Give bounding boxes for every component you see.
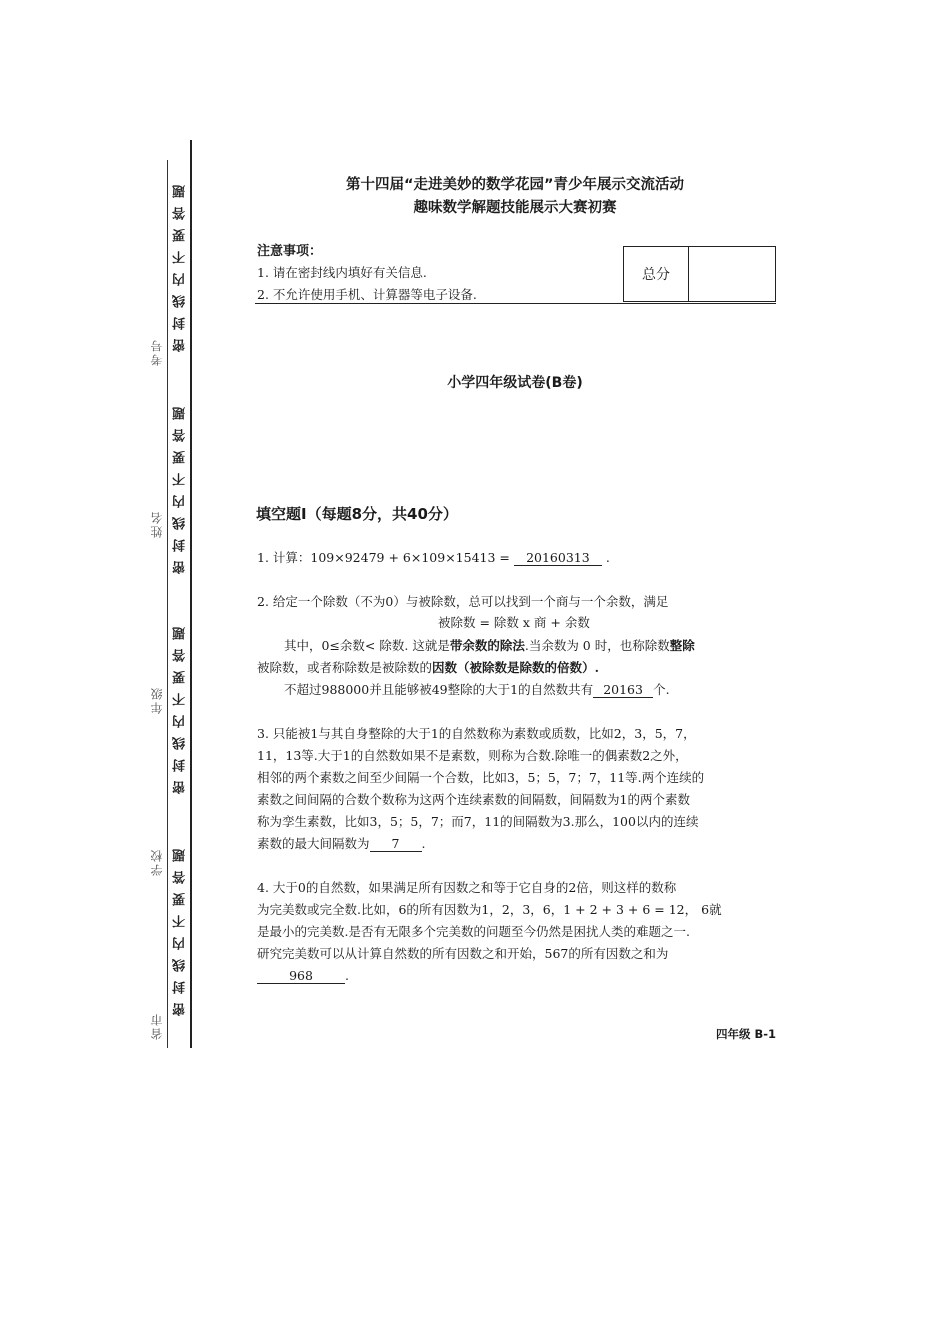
score-label: 总分 <box>624 247 689 301</box>
seal-warning-text: 密封线内不要答题 <box>173 176 188 352</box>
answer-blank-2[interactable]: 20163 <box>593 684 653 698</box>
note-item: 1. 请在密封线内填好有关信息. <box>257 265 427 280</box>
question-3-line: 相邻的两个素数之间至少间隔一个合数，比如3，5；5，7；7，11等.两个连续的 <box>257 770 705 785</box>
question-2-formula: 被除数 = 除数 x 商 + 余数 <box>438 615 590 630</box>
q2-text: 不超过988000并且能够被49整除的大于1的自然数共有 <box>284 682 594 697</box>
question-4-line: 研究完美数可以从计算自然数的所有因数之和开始，567的所有因数之和为 <box>257 946 669 961</box>
question-3-line <box>257 838 426 852</box>
question-3-line: 11，13等.大于1的自然数如果不是素数，则称为合数.除唯一的偶素数2之外， <box>257 748 688 763</box>
notes-heading: 注意事项： <box>257 244 323 259</box>
q2-text: 被除数，或者称除数是被除数的 <box>257 660 433 675</box>
grade-label: 年级 <box>150 686 164 714</box>
q2-keyword: 带余数的除法 <box>449 638 525 653</box>
score-value-field[interactable] <box>689 247 775 301</box>
school-label: 学校 <box>150 848 164 876</box>
q2-keyword: 整除 <box>669 638 695 653</box>
seal-warning-text: 密封线内不要答题 <box>173 618 188 794</box>
question-1-text: 1. 计算：109×92479 + 6×109×15413 = <box>257 550 514 565</box>
question-3-line: 3. 只能被1与其自身整除的大于1的自然数称为素数或质数，比如2，3，5，7， <box>257 726 696 741</box>
binding-line-inner <box>167 160 168 1048</box>
question-1 <box>257 552 610 566</box>
answer-blank-3[interactable]: 7 <box>370 838 422 852</box>
q4-text: . <box>345 968 349 983</box>
question-2-line <box>284 684 670 698</box>
q2-text: ）. <box>582 660 599 675</box>
exam-number-label: 考号 <box>150 338 164 366</box>
paper-title: 小学四年级试卷(B卷) <box>447 375 583 391</box>
q2-keyword: 倍数 <box>557 660 583 675</box>
province-label: 省市 <box>150 1012 164 1040</box>
question-4-line: 为完美数或完全数.比如，6的所有因数为1，2，3，6，1 + 2 + 3 + 6 = 12， 6就 <box>257 902 722 917</box>
q2-text: 个. <box>653 682 670 697</box>
q3-text: 素数的最大间隔数为 <box>257 836 370 851</box>
answer-blank-4[interactable]: 968 <box>257 970 345 984</box>
q3-text: . <box>421 836 426 851</box>
seal-warning-text: 密封线内不要答题 <box>173 840 188 1016</box>
answer-blank-1[interactable]: 20160313 <box>514 552 602 566</box>
q2-text: .当余数为 0 时，也称除数 <box>524 638 670 653</box>
name-label: 姓名 <box>150 510 164 538</box>
question-2-line <box>257 662 599 675</box>
question-2-line: 2. 给定一个除数（不为0）与被除数，总可以找到一个商与一个余数，满足 <box>257 594 669 609</box>
question-2-line <box>284 640 695 653</box>
seal-warning-text: 密封线内不要答题 <box>173 398 188 574</box>
competition-subtitle: 趣味数学解题技能展示大赛初赛 <box>413 200 617 216</box>
competition-title: 第十四届“走进美妙的数学花园”青少年展示交流活动 <box>345 177 685 193</box>
question-4-line: 4. 大于0的自然数，如果满足所有因数之和等于它自身的2倍，则这样的数称 <box>257 880 677 895</box>
page-footer: 四年级 B-1 <box>716 1027 777 1041</box>
binding-line-outer <box>190 140 192 1048</box>
q2-text: 其中，0≤余数< 除数. 这就是 <box>284 638 450 653</box>
q2-keyword: 因数 <box>432 660 458 675</box>
q2-text: （被除数是除数的 <box>457 660 558 675</box>
section-title: 填空题Ⅰ（每题8分，共40分） <box>256 505 458 523</box>
question-1-suffix: . <box>601 550 610 565</box>
notes-divider <box>255 303 776 304</box>
score-box <box>623 246 776 302</box>
question-4-line <box>257 970 349 984</box>
question-3-line: 素数之间间隔的合数个数称为这两个连续素数的间隔数，间隔数为1的两个素数 <box>257 792 690 807</box>
question-3-line: 称为孪生素数，比如3，5；5，7；而7，11的间隔数为3.那么，100以内的连续 <box>257 814 699 829</box>
question-4-line: 是最小的完美数.是否有无限多个完美数的问题至今仍然是困扰人类的难题之一. <box>257 924 690 939</box>
note-item: 2. 不允许使用手机、计算器等电子设备. <box>257 287 477 302</box>
